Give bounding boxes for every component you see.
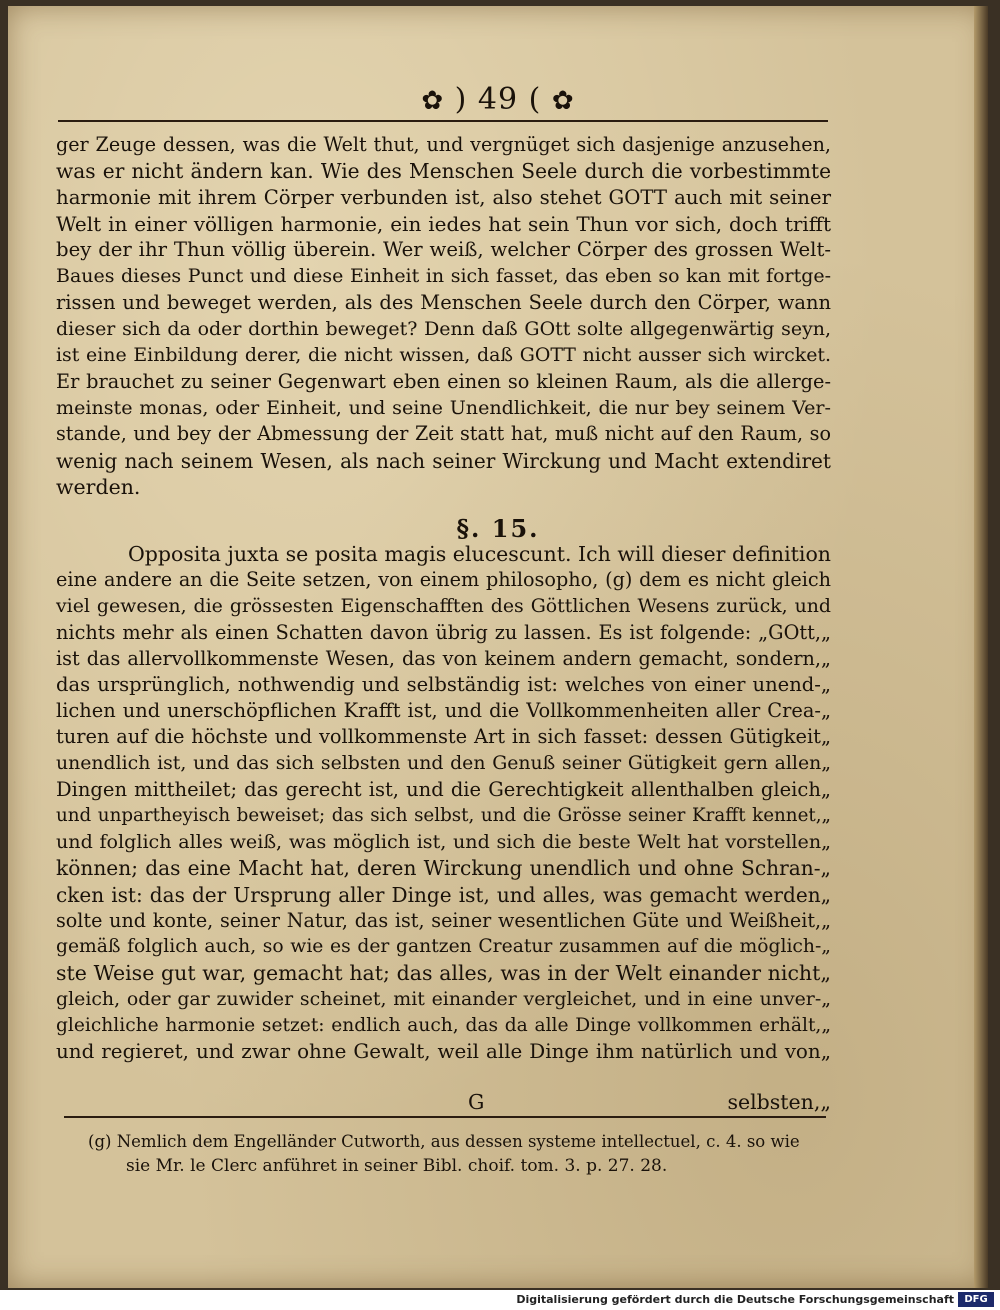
- text-line: und folglich alles weiß, was möglich ist, und sich die beste Welt hat vorstellen„: [56, 831, 831, 854]
- text-line: ste Weise gut war, gemacht hat; das alles, was in der Welt einander nicht„: [56, 961, 831, 986]
- text-line: nichts mehr als einen Schatten davon übrig zu lassen. Es ist folgende: „GOtt,„: [56, 620, 831, 644]
- catchword: selbsten,„: [727, 1090, 831, 1114]
- page-header: [8, 82, 988, 117]
- text-line: rissen und beweget werden, als des Menschen Seele durch den Cörper, wann: [56, 290, 831, 314]
- paragraph-2: [56, 541, 831, 1065]
- text-line: werden.: [56, 474, 141, 499]
- section-heading: §. 15.: [456, 514, 540, 543]
- text-line: cken ist: das der Ursprung aller Dinge ist, und alles, was gemacht werden„: [56, 882, 831, 907]
- text-line: unendlich ist, und das sich selbsten und den Genuß seiner Gütigkeit gern allen„: [56, 752, 831, 774]
- text-line: können; das eine Macht hat, deren Wirckung unendlich und ohne Schran-„: [56, 856, 831, 881]
- footnote: [88, 1130, 808, 1178]
- text-line: gleich, oder gar zuwider scheinet, mit einander vergleichet, und in eine unver-„: [56, 988, 831, 1011]
- text-line: lichen und unerschöpflichen Krafft ist, und die Vollkommenheiten aller Crea-„: [56, 699, 831, 723]
- text-line: ist das allervollkommenste Wesen, das von keinem andern gemacht, sondern,„: [56, 646, 831, 670]
- text-line: harmonie mit ihrem Cörper verbunden ist, also stehet GOTT auch mit seiner: [56, 185, 831, 209]
- text-line: ger Zeuge dessen, was die Welt thut, und vergnüget sich dasjenige anzusehen,: [56, 133, 831, 156]
- signature-mark: G: [468, 1090, 485, 1114]
- text-line: das ursprünglich, nothwendig und selbständig ist: welches von einer unend-„: [56, 673, 831, 697]
- text-line: Welt in einer völligen harmonie, ein iedes hat sein Thun vor sich, doch trifft: [56, 211, 831, 236]
- footnote-line: (g) Nemlich dem Engelländer Cutworth, aus dessen systeme intellectuel, c. 4. so wie: [88, 1132, 800, 1151]
- text-line: Opposita juxta se posita magis elucescunt. Ich will dieser definition: [128, 542, 831, 566]
- text-line: Dingen mittheilet; das gerecht ist, und die Gerechtigkeit allenthalben gleich„: [56, 777, 831, 801]
- footnote-rule: [64, 1116, 826, 1118]
- flower-ornament-left-icon: ✿: [421, 86, 445, 116]
- dfg-logo: DFG: [958, 1292, 994, 1307]
- page-number: ) 49 (: [454, 82, 542, 117]
- text-line: Er brauchet zu seiner Gegenwart eben einen so kleinen Raum, als die allerge-: [56, 369, 831, 393]
- text-line: stande, und bey der Abmessung der Zeit statt hat, muß nicht auf den Raum, so: [56, 422, 831, 446]
- text-line: viel gewesen, die grössesten Eigenschafften des Göttlichen Wesens zurück, und: [56, 595, 831, 618]
- text-line: ist eine Einbildung derer, die nicht wissen, daß GOTT nicht ausser sich wircket.: [56, 344, 831, 367]
- footnote-line: sie Mr. le Clerc anführet in seiner Bibl. choif. tom. 3. p. 27. 28.: [126, 1156, 668, 1176]
- book-page: [8, 6, 988, 1288]
- paragraph-1: [56, 132, 831, 500]
- text-line: und regieret, und zwar ohne Gewalt, weil alle Dinge ihm natürlich und von„: [56, 1039, 831, 1063]
- page-edge: [974, 6, 988, 1288]
- text-line: Baues dieses Punct und diese Einheit in sich fasset, das eben so kan mit fortge-: [56, 265, 831, 288]
- text-line: meinste monas, oder Einheit, und seine Unendlichkeit, die nur bey seinem Ver-: [56, 396, 831, 419]
- funding-note: Digitalisierung gefördert durch die Deutsche Forschungsgemeinschaft: [516, 1293, 954, 1306]
- text-line: turen auf die höchste und vollkommenste Art in sich fasset: dessen Gütigkeit„: [56, 725, 831, 749]
- text-line: eine andere an die Seite setzen, von einem philosopho, (g) dem es nicht gleich: [56, 568, 831, 592]
- text-line: und unpartheyisch beweiset; das sich selbst, und die Grösse seiner Krafft kennet,„: [56, 805, 831, 827]
- text-line: gleichliche harmonie setzet: endlich auch, das da alle Dinge vollkommen erhält,„: [56, 1014, 831, 1036]
- text-line: wenig nach seinem Wesen, als nach seiner Wirckung und Macht extendiret: [56, 448, 831, 473]
- text-line: solte und konte, seiner Natur, das ist, seiner wesentlichen Güte und Weißheit,„: [56, 908, 831, 932]
- header-rule: [58, 120, 828, 122]
- text-line: bey der ihr Thun völlig überein. Wer weiß, welcher Cörper des grossen Welt-: [56, 238, 831, 262]
- flower-ornament-right-icon: ✿: [551, 86, 575, 116]
- text-line: gemäß folglich auch, so wie es der gantzen Creatur zusammen auf die möglich-„: [56, 936, 831, 958]
- text-line: dieser sich da oder dorthin beweget? Denn daß GOtt solte allgegenwärtig seyn,: [56, 318, 831, 341]
- text-line: was er nicht ändern kan. Wie des Menschen Seele durch die vorbestimmte: [56, 159, 831, 184]
- catch-line: [56, 1090, 831, 1118]
